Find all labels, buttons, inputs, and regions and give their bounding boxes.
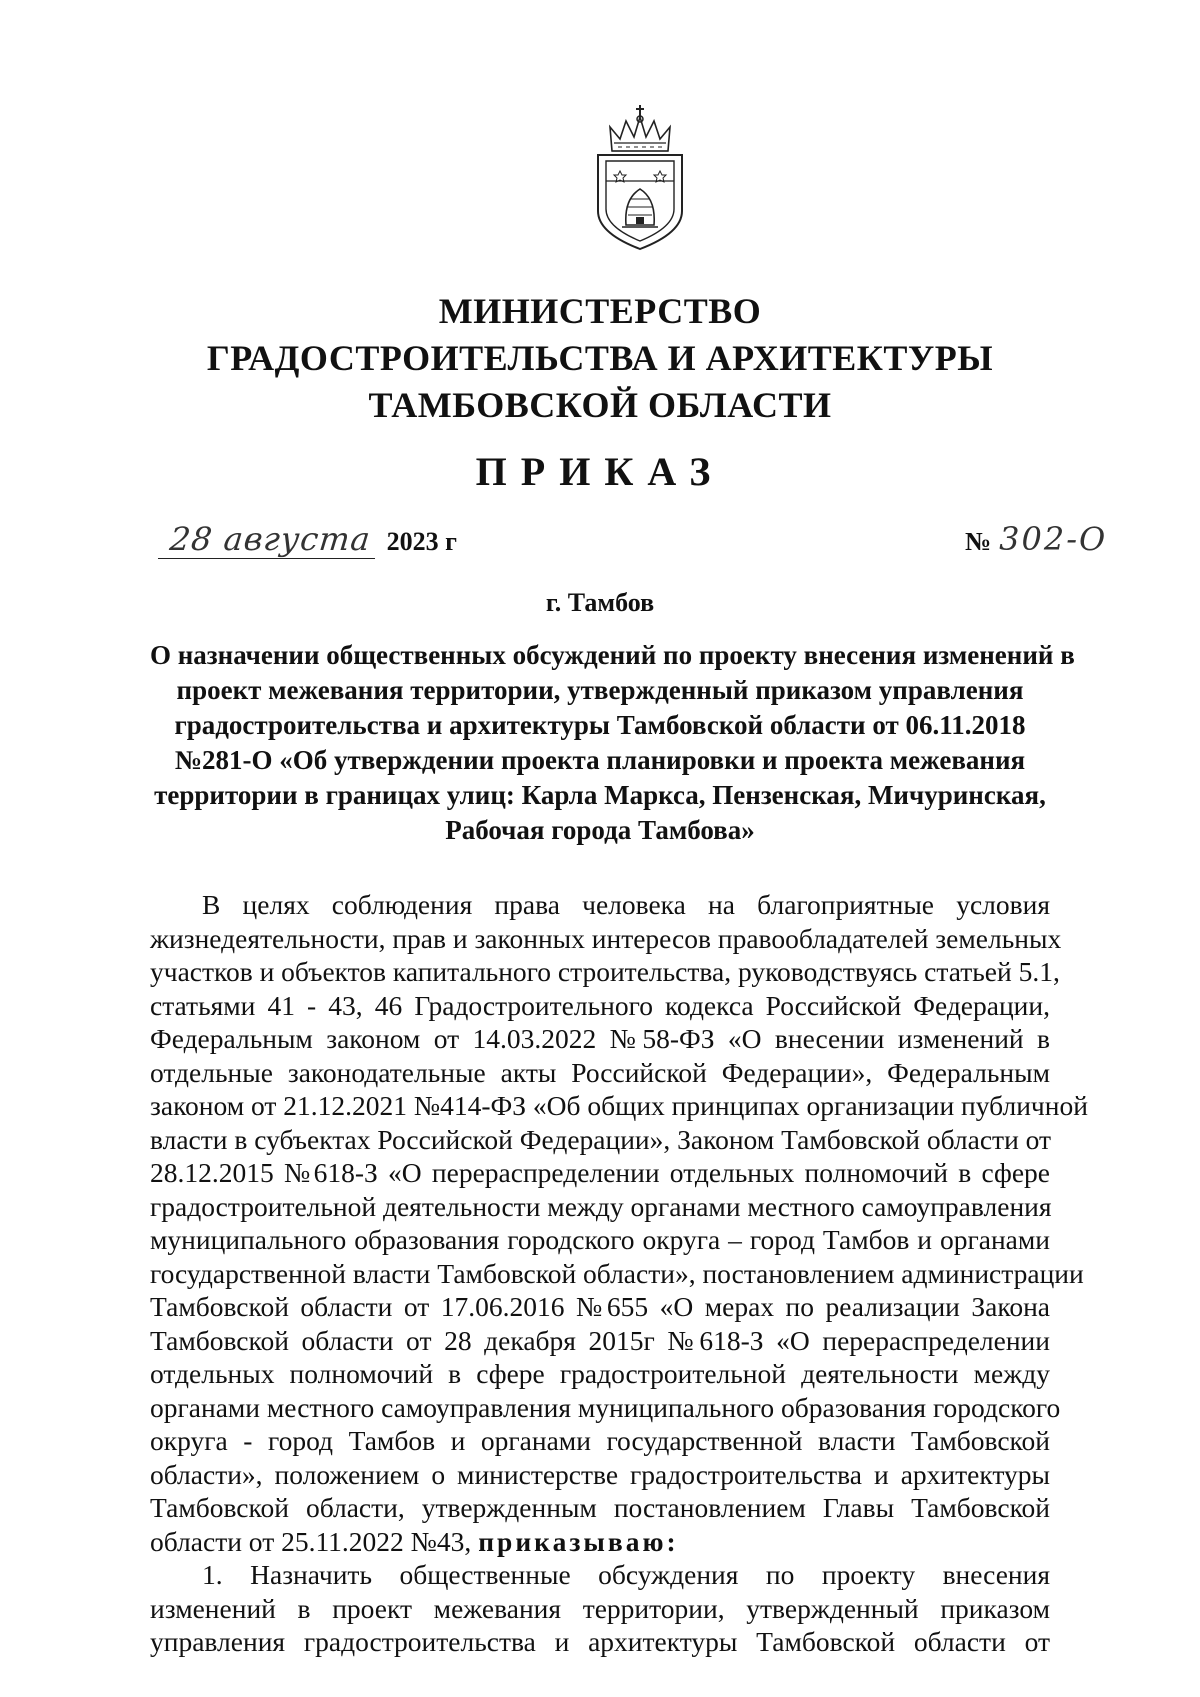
body-line-final <box>150 1525 1050 1559</box>
document-body <box>150 888 1088 1659</box>
body-line: 28.12.2015 №618-З «О перераспределении отдельных полномочий в сфере <box>150 1157 1050 1188</box>
document-date <box>160 520 457 559</box>
body-line: Тамбовской области, утвержденным постановлением Главы Тамбовской <box>150 1492 1050 1523</box>
handwritten-number: 302-О <box>999 520 1108 558</box>
ministry-line: ТАМБОВСКОЙ ОБЛАСТИ <box>368 385 832 425</box>
body-line: области», положением о министерстве градостроительства и архитектуры <box>150 1458 1050 1490</box>
subject-line: градостроительства и архитектуры Тамбовской области от 06.11.2018 <box>174 710 1026 740</box>
body-line: округа - город Тамбов и органами государственной власти Тамбовской <box>150 1425 1050 1456</box>
document-subject <box>150 638 1075 848</box>
body-line: органами местного самоуправления муниципального образования городского <box>150 1391 1061 1423</box>
subject-line: Рабочая города Тамбова» <box>445 815 755 845</box>
number-prefix: № <box>965 527 992 556</box>
body-line: отдельные законодательные акты Российской Федерации», Федеральным <box>150 1056 1050 1088</box>
body-line: участков и объектов капитального строительства, руководствуясь статьей 5.1, <box>150 956 1060 987</box>
item-1-line: управления градостроительства и архитектуры Тамбовской области от <box>150 1626 1050 1657</box>
body-line: статьями 41 - 43, 46 Градостроительного кодекса Российской Федерации, <box>150 989 1050 1021</box>
body-line: Тамбовской области от 17.06.2016 №655 «О мерах по реализации Закона <box>150 1291 1050 1322</box>
item-1-line: изменений в проект межевания территории, утвержденный приказом <box>150 1592 1050 1624</box>
ministry-name <box>0 288 1200 429</box>
coat-of-arms-emblem <box>590 103 690 253</box>
subject-line: территории в границах улиц: Карла Маркса, Пензенская, Мичуринская, <box>154 780 1046 810</box>
document-year: 2023 г <box>386 527 457 556</box>
order-word: приказываю: <box>478 1525 679 1557</box>
body-last-line: области от 25.11.2022 №43, <box>150 1525 472 1557</box>
subject-line: №281-О «Об утверждении проекта планировки и проекта межевания <box>174 745 1026 775</box>
body-line: государственной власти Тамбовской области», постановлением администрации <box>150 1257 1084 1289</box>
body-line: законом от 21.12.2021 №414-ФЗ «Об общих принципах организации публичной <box>150 1090 1088 1121</box>
body-line: Тамбовской области от 28 декабря 2015г №618-З «О перераспределении <box>150 1324 1050 1356</box>
body-line: жизнедеятельности, прав и законных интересов правообладателей земельных <box>150 922 1062 954</box>
body-line: отдельных полномочий в сфере градостроительной деятельности между <box>150 1358 1050 1389</box>
handwritten-date: 28 августа <box>158 520 379 559</box>
subject-line: проект межевания территории, утвержденный приказом управления <box>176 675 1024 705</box>
ministry-line: ГРАДОСТРОИТЕЛЬСТВА И АРХИТЕКТУРЫ <box>206 338 994 378</box>
document-number <box>965 520 1107 558</box>
item-1-line: 1. Назначить общественные обсуждения по проекту внесения <box>202 1559 1050 1590</box>
body-line: муниципального образования городского округа – город Тамбов и органами <box>150 1224 1050 1255</box>
body-line: Федеральным законом от 14.03.2022 №58-ФЗ «О внесении изменений в <box>150 1023 1050 1054</box>
body-line: градостроительной деятельности между органами местного самоуправления <box>150 1190 1052 1222</box>
body-line: В целях соблюдения права человека на благоприятные условия <box>202 889 1050 920</box>
document-city: г. Тамбов <box>545 588 655 617</box>
subject-line: О назначении общественных обсуждений по проекту внесения изменений в <box>150 640 1075 670</box>
body-line: власти в субъектах Российской Федерации», Законом Тамбовской области от <box>150 1123 1052 1155</box>
document-type-title: ПРИКАЗ <box>475 449 725 494</box>
ministry-line: МИНИСТЕРСТВО <box>438 291 762 331</box>
